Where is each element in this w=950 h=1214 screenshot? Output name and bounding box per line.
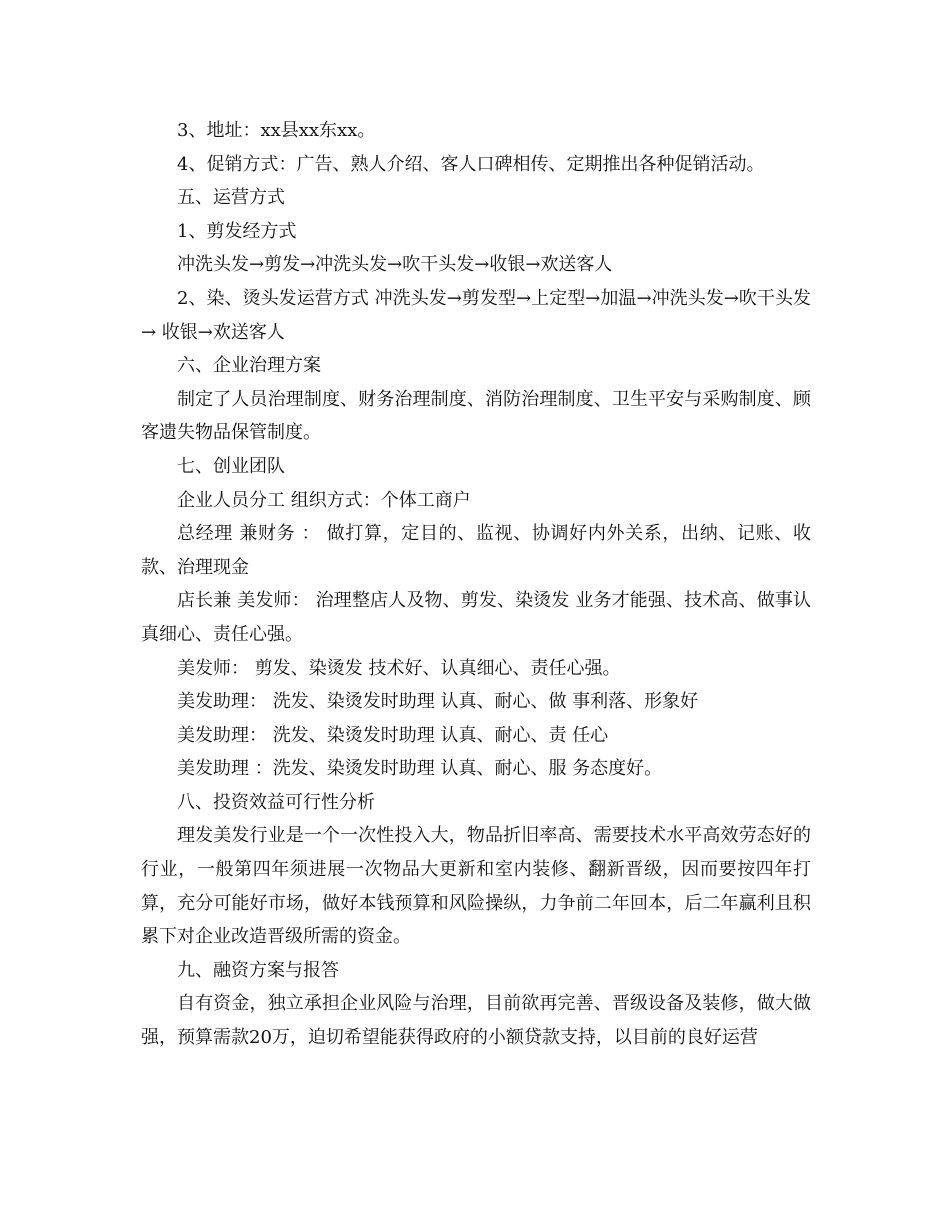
address-line: 3、地址：xx县xx东xx。 [177,120,376,141]
role-store-manager: 店长兼 美发师： 治理整店人及物、剪发、染烫发 业务才能强、技术高、做事认真细心、责任心强。 [141,590,811,645]
promotion-line: 4、促销方式：广告、熟人介绍、客人口碑相传、定期推出各种促销活动。 [177,153,765,175]
role-assistant-3: 美发助理 ：洗发、染烫发时助理 认真、耐心、服 务态度好。 [177,758,663,780]
section-heading-operations: 五、运营方式 [177,187,285,209]
role-stylist: 美发师： 剪发、染烫发 技术好、认真细心、责任心强。 [177,657,621,679]
dye-perm-process: 2、染、烫头发运营方式 冲洗头发→剪发型→上定型→加温→冲洗头发→吹干头发→ 收银→欢送客人 [141,287,811,343]
section-heading-financing: 九、融资方案与报答 [177,959,339,981]
role-general-manager: 总经理 兼财务 ： 做打算，定目的、监视、协调好内外关系，出纳、记账、收款、治理现金 [141,523,811,578]
role-assistant-2: 美发助理： 洗发、染烫发时助理 认真、耐心、责 任心 [177,724,609,746]
financing-paragraph: 自有资金，独立承担企业风险与治理，目前欲再完善、晋级设备及装修，做大做强，预算需款20万，迫切希望能获得政府的小额贷款支持，以目前的良好运营 [141,993,811,1049]
subheading-haircut: 1、剪发经方式 [177,220,297,242]
management-paragraph: 制定了人员治理制度、财务治理制度、消防治理制度、卫生平安与采购制度、顾客遗失物品保管制度。 [141,388,811,444]
feasibility-paragraph: 理发美发行业是一个一次性投入大，物品折旧率高、需要技术水平高效劳态好的行业，一般第四年须进展一次物品大更新和室内装修、翻新晋级，因而要按四年打算，充分可能好市场，做好本钱预算和风险操纵，力争前二年回本，后二年赢利且积累下对企业改造晋级所需的资金。 [141,825,811,948]
section-heading-feasibility: 八、投资效益可行性分析 [177,791,375,813]
role-assistant-1: 美发助理： 洗发、染烫发时助理 认真、耐心、做 事利落、形象好 [177,691,699,713]
document-body [141,114,811,1055]
section-heading-management: 六、企业治理方案 [177,355,321,377]
haircut-process: 冲洗头发→剪发→冲洗头发→吹干头发→收银→欢送客人 [177,254,613,276]
section-heading-team: 七、创业团队 [177,455,285,477]
team-organization: 企业人员分工 组织方式：个体工商户 [177,489,471,511]
